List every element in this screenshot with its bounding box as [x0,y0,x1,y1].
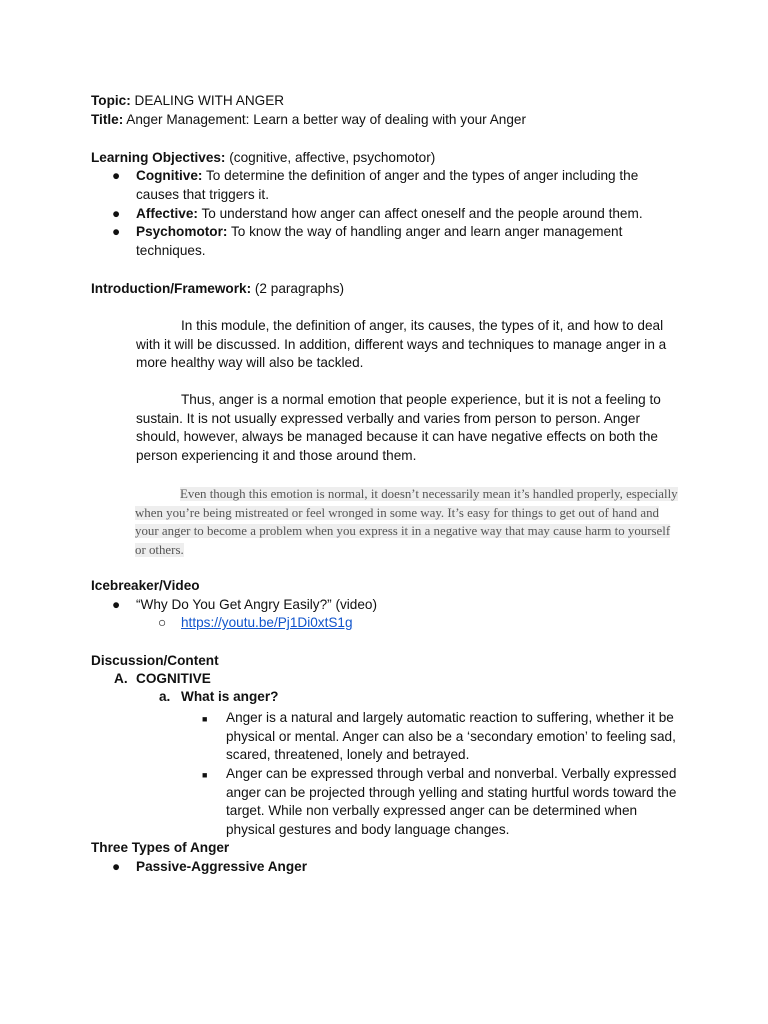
video-link[interactable]: https://youtu.be/Pj1Di0xtS1g [181,615,353,630]
objectives-note: (cognitive, affective, psychomotor) [229,150,436,165]
discussion-heading [91,652,219,671]
anger-point-text: Anger is a natural and largely automatic reaction to suffering, whether it be physical or mental. Anger can also be a ‘secondary emotion’ to feeling sad, scared, threatened, lonely and betrayed. [226,710,676,763]
bullet-icon: ● [112,597,121,612]
intro-note: (2 paragraphs) [254,281,345,296]
quoted-excerpt [135,485,681,559]
title-label: Title: [91,112,124,127]
bullet-icon: ● [112,859,121,874]
types-heading [91,839,229,858]
objectives-heading [91,149,435,168]
types-label: Three Types of Anger [91,840,230,855]
bullet-icon: ● [112,206,121,221]
bullet-icon: ● [112,168,121,183]
objective-text: Psychomotor: To know the way of handling anger and learn anger management techniques. [136,224,623,258]
topic-label: Topic: [91,93,131,108]
subsection-title: What is anger? [181,689,279,704]
anger-point-text: Anger can be expressed through verbal and nonverbal. Verbally expressed anger can be projected through yelling and stating hurtful words toward the target. While non verbally expressed anger can be determined when physical gestures and body language changes. [226,766,677,838]
section-marker: A. [114,671,128,686]
icebreaker-heading [91,577,200,596]
intro-label: Introduction/Framework: [91,281,252,296]
subsection-marker: a. [159,689,171,704]
circle-bullet-icon: ○ [158,615,167,630]
topic-line [91,92,284,111]
bullet-icon: ● [112,224,121,239]
icebreaker-item-text: “Why Do You Get Angry Easily?” (video) [136,597,378,612]
discussion-label: Discussion/Content [91,653,219,668]
type-title: Passive-Aggressive Anger [136,859,308,874]
objective-text: Affective: To understand how anger can affect oneself and the people around them. [136,206,643,221]
title-value: Anger Management: Learn a better way of dealing with your Anger [126,112,527,127]
square-bullet-icon: ■ [202,714,208,724]
topic-value: DEALING WITH ANGER [134,93,285,108]
icebreaker-label: Icebreaker/Video [91,578,200,593]
title-line [91,111,526,130]
intro-paragraph-1: In this module, the definition of anger, its causes, the types of it, and how to deal with it will be discussed. In addition, different ways and techniques to manage anger in a more healthy way will also be tackled. [136,318,667,371]
intro-paragraph-2: Thus, anger is a normal emotion that people experience, but it is not a feeling to sustain. It is not usually expressed verbally and varies from person to person. Anger should, however, always be managed because it can have negative effects on both the person experiencing it and those around them. [136,392,661,464]
intro-heading [91,280,344,299]
quoted-excerpt-text: Even though this emotion is normal, it doesn’t necessarily mean it’s handled properly, especially when you’re being mistreated or feel wronged in some way. It’s easy for things to get out of hand and your anger to become a problem when you express it in a negative way that may cause harm to yourself or others. [135,487,678,557]
objective-text: Cognitive: To determine the definition of anger and the types of anger including the causes that triggers it. [136,168,639,202]
section-title: COGNITIVE [136,671,211,686]
objectives-label: Learning Objectives: [91,150,226,165]
square-bullet-icon: ■ [202,770,208,780]
